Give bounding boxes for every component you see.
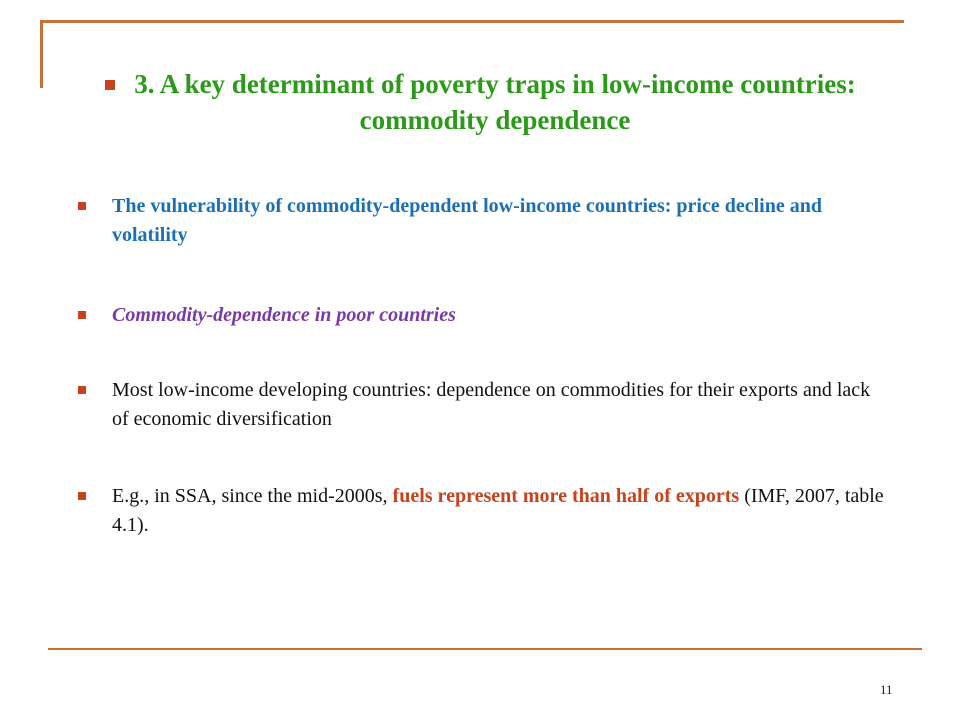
square-bullet-icon xyxy=(78,492,86,500)
page-number: 11 xyxy=(880,682,893,697)
bullet-text: The vulnerability of commodity-dependent low-income countries: price decline and volatility xyxy=(112,195,822,246)
bullet-item-3 xyxy=(78,376,888,434)
bullet-text xyxy=(112,482,888,540)
top-rule xyxy=(40,20,904,23)
bullet-text-post: (IMF, 2007, table 4.1). xyxy=(112,485,884,536)
square-bullet-icon xyxy=(78,311,86,319)
title-bullet-icon xyxy=(105,80,115,90)
bullet-text-pre: E.g., in SSA, since the mid-2000s, xyxy=(112,485,393,507)
bullet-text: Most low-income developing countries: dependence on commodities for their exports and lack of economic diversification xyxy=(112,379,871,430)
slide-title-text: 3. A key determinant of poverty traps in low-income countries: commodity dependence xyxy=(134,69,856,135)
square-bullet-icon xyxy=(78,202,86,210)
bullet-highlight: fuels represent more than half of exports xyxy=(392,485,740,507)
bullet-item-1 xyxy=(78,192,888,250)
bullet-item-2 xyxy=(78,301,888,330)
slide-title xyxy=(105,66,885,138)
bottom-rule xyxy=(48,648,922,650)
left-rule xyxy=(40,20,43,88)
bullet-text: Commodity-dependence in poor countries xyxy=(112,304,456,326)
square-bullet-icon xyxy=(78,386,86,394)
bullet-item-4 xyxy=(78,482,888,540)
